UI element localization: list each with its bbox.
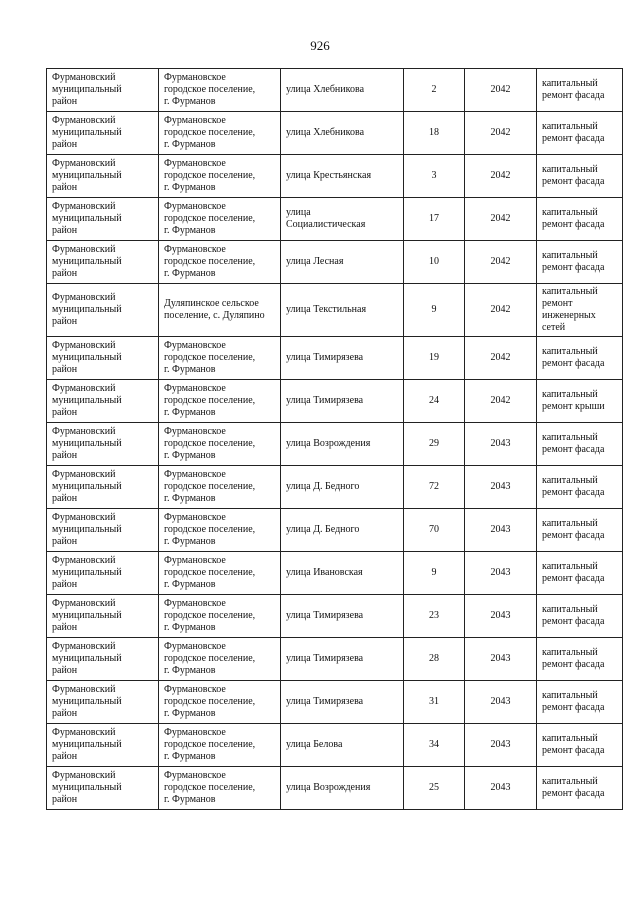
settlement-cell: Фурмановское городское поселение, г. Фурманов	[159, 198, 281, 241]
table-row	[47, 380, 623, 423]
table-row	[47, 724, 623, 767]
district-cell: Фурмановский муниципальный район	[47, 509, 159, 552]
work-type-cell: капитальный ремонт фасада	[537, 112, 623, 155]
year-cell: 2043	[465, 724, 537, 767]
year-cell: 2043	[465, 466, 537, 509]
work-type-cell: капитальный ремонт инженерных сетей	[537, 284, 623, 337]
house-number-cell: 23	[404, 595, 465, 638]
table-row	[47, 241, 623, 284]
district-cell: Фурмановский муниципальный район	[47, 423, 159, 466]
year-cell: 2042	[465, 337, 537, 380]
district-cell: Фурмановский муниципальный район	[47, 638, 159, 681]
street-cell: улица Д. Бедного	[281, 466, 404, 509]
settlement-cell: Фурмановское городское поселение, г. Фурманов	[159, 466, 281, 509]
district-cell: Фурмановский муниципальный район	[47, 595, 159, 638]
year-cell: 2042	[465, 241, 537, 284]
year-cell: 2042	[465, 155, 537, 198]
district-cell: Фурмановский муниципальный район	[47, 337, 159, 380]
street-cell: улица Тимирязева	[281, 681, 404, 724]
settlement-cell: Фурмановское городское поселение, г. Фурманов	[159, 423, 281, 466]
street-cell: улица Тимирязева	[281, 595, 404, 638]
table-row	[47, 155, 623, 198]
district-cell: Фурмановский муниципальный район	[47, 552, 159, 595]
house-number-cell: 18	[404, 112, 465, 155]
street-cell: улица Хлебникова	[281, 112, 404, 155]
house-number-cell: 25	[404, 767, 465, 810]
street-cell: улица Ивановская	[281, 552, 404, 595]
year-cell: 2042	[465, 112, 537, 155]
table-row	[47, 337, 623, 380]
settlement-cell: Фурмановское городское поселение, г. Фурманов	[159, 638, 281, 681]
year-cell: 2042	[465, 69, 537, 112]
year-cell: 2043	[465, 638, 537, 681]
year-cell: 2043	[465, 509, 537, 552]
settlement-cell: Фурмановское городское поселение, г. Фурманов	[159, 681, 281, 724]
work-type-cell: капитальный ремонт фасада	[537, 423, 623, 466]
house-number-cell: 28	[404, 638, 465, 681]
settlement-cell: Фурмановское городское поселение, г. Фурманов	[159, 595, 281, 638]
house-number-cell: 72	[404, 466, 465, 509]
district-cell: Фурмановский муниципальный район	[47, 241, 159, 284]
year-cell: 2043	[465, 595, 537, 638]
street-cell: улица Лесная	[281, 241, 404, 284]
settlement-cell: Фурмановское городское поселение, г. Фурманов	[159, 155, 281, 198]
street-cell: улица Тимирязева	[281, 638, 404, 681]
settlement-cell: Фурмановское городское поселение, г. Фурманов	[159, 509, 281, 552]
work-type-cell: капитальный ремонт фасада	[537, 638, 623, 681]
house-number-cell: 70	[404, 509, 465, 552]
year-cell: 2043	[465, 681, 537, 724]
street-cell: улица Д. Бедного	[281, 509, 404, 552]
table-row	[47, 681, 623, 724]
settlement-cell: Фурмановское городское поселение, г. Фурманов	[159, 112, 281, 155]
year-cell: 2042	[465, 284, 537, 337]
table-row	[47, 284, 623, 337]
year-cell: 2043	[465, 552, 537, 595]
district-cell: Фурмановский муниципальный район	[47, 380, 159, 423]
house-number-cell: 9	[404, 284, 465, 337]
work-type-cell: капитальный ремонт фасада	[537, 767, 623, 810]
house-number-cell: 2	[404, 69, 465, 112]
house-number-cell: 3	[404, 155, 465, 198]
table-row	[47, 198, 623, 241]
house-number-cell: 9	[404, 552, 465, 595]
street-cell: улица Возрождения	[281, 423, 404, 466]
work-type-cell: капитальный ремонт фасада	[537, 595, 623, 638]
table-row	[47, 767, 623, 810]
settlement-cell: Фурмановское городское поселение, г. Фурманов	[159, 380, 281, 423]
work-type-cell: капитальный ремонт фасада	[537, 681, 623, 724]
year-cell: 2042	[465, 380, 537, 423]
work-type-cell: капитальный ремонт фасада	[537, 198, 623, 241]
settlement-cell: Фурмановское городское поселение, г. Фурманов	[159, 767, 281, 810]
street-cell: улица Социалистическая	[281, 198, 404, 241]
page-number: 926	[310, 38, 330, 53]
street-cell: улица Текстильная	[281, 284, 404, 337]
settlement-cell: Фурмановское городское поселение, г. Фурманов	[159, 552, 281, 595]
settlement-cell: Фурмановское городское поселение, г. Фурманов	[159, 724, 281, 767]
year-cell: 2043	[465, 423, 537, 466]
district-cell: Фурмановский муниципальный район	[47, 69, 159, 112]
table-row	[47, 69, 623, 112]
house-number-cell: 31	[404, 681, 465, 724]
street-cell: улица Хлебникова	[281, 69, 404, 112]
work-type-cell: капитальный ремонт крыши	[537, 380, 623, 423]
district-cell: Фурмановский муниципальный район	[47, 112, 159, 155]
settlement-cell: Фурмановское городское поселение, г. Фурманов	[159, 337, 281, 380]
repair-schedule-table	[46, 68, 623, 810]
street-cell: улица Возрождения	[281, 767, 404, 810]
year-cell: 2043	[465, 767, 537, 810]
table-row	[47, 509, 623, 552]
work-type-cell: капитальный ремонт фасада	[537, 466, 623, 509]
settlement-cell: Дуляпинское сельское поселение, с. Дуляпино	[159, 284, 281, 337]
work-type-cell: капитальный ремонт фасада	[537, 552, 623, 595]
district-cell: Фурмановский муниципальный район	[47, 466, 159, 509]
house-number-cell: 24	[404, 380, 465, 423]
table-row	[47, 112, 623, 155]
district-cell: Фурмановский муниципальный район	[47, 724, 159, 767]
district-cell: Фурмановский муниципальный район	[47, 681, 159, 724]
work-type-cell: капитальный ремонт фасада	[537, 509, 623, 552]
street-cell: улица Крестьянская	[281, 155, 404, 198]
street-cell: улица Тимирязева	[281, 380, 404, 423]
house-number-cell: 17	[404, 198, 465, 241]
table-row	[47, 638, 623, 681]
street-cell: улица Белова	[281, 724, 404, 767]
house-number-cell: 10	[404, 241, 465, 284]
district-cell: Фурмановский муниципальный район	[47, 198, 159, 241]
work-type-cell: капитальный ремонт фасада	[537, 337, 623, 380]
work-type-cell: капитальный ремонт фасада	[537, 69, 623, 112]
house-number-cell: 19	[404, 337, 465, 380]
work-type-cell: капитальный ремонт фасада	[537, 724, 623, 767]
table-row	[47, 423, 623, 466]
settlement-cell: Фурмановское городское поселение, г. Фурманов	[159, 69, 281, 112]
year-cell: 2042	[465, 198, 537, 241]
street-cell: улица Тимирязева	[281, 337, 404, 380]
house-number-cell: 34	[404, 724, 465, 767]
table-row	[47, 466, 623, 509]
district-cell: Фурмановский муниципальный район	[47, 767, 159, 810]
work-type-cell: капитальный ремонт фасада	[537, 155, 623, 198]
table-row	[47, 552, 623, 595]
work-type-cell: капитальный ремонт фасада	[537, 241, 623, 284]
district-cell: Фурмановский муниципальный район	[47, 155, 159, 198]
table-row	[47, 595, 623, 638]
settlement-cell: Фурмановское городское поселение, г. Фурманов	[159, 241, 281, 284]
house-number-cell: 29	[404, 423, 465, 466]
district-cell: Фурмановский муниципальный район	[47, 284, 159, 337]
